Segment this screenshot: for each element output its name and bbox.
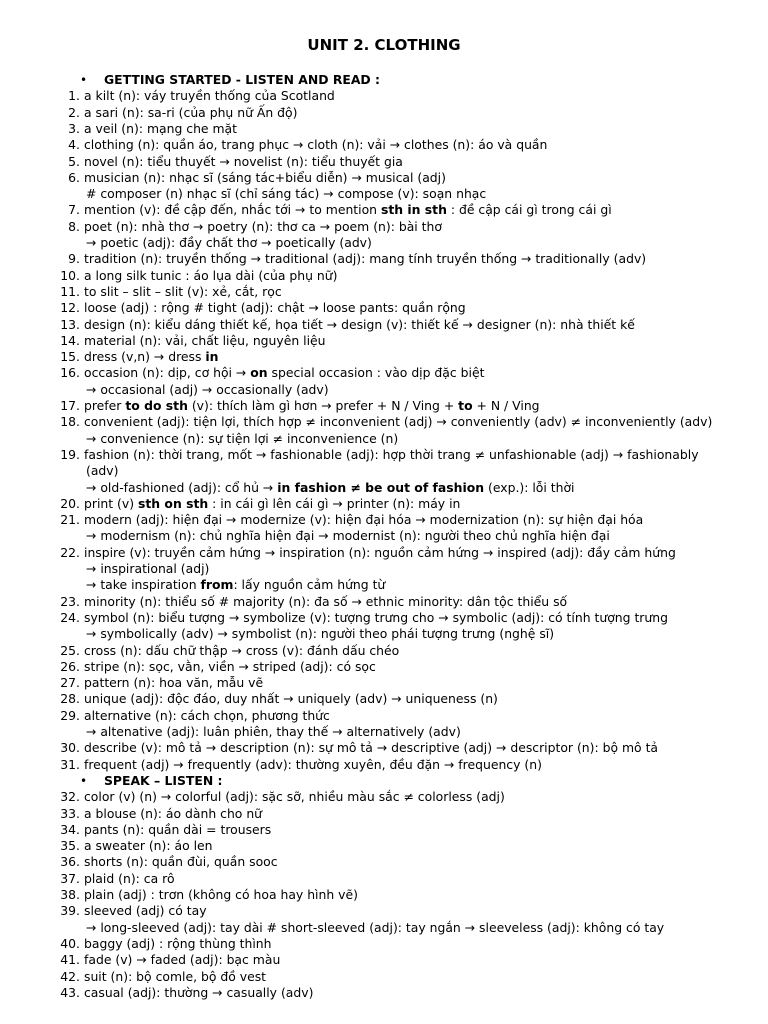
item-text: → poetic (adj): đầy chất thơ → poetically (adv) <box>86 235 372 250</box>
item-text: design (n): kiểu dáng thiết kế, họa tiết → design (v): thiết kế → designer (n): nhà thiết kế <box>84 316 635 332</box>
item-text: suit (n): bộ comle, bộ đồ vest <box>84 968 267 984</box>
item-number: 27. <box>60 675 80 691</box>
item-number: 36. <box>60 854 80 870</box>
item-text: pants (n): quần dài = trousers <box>84 821 272 837</box>
item-text: cross (n): dấu chữ thập → cross (v): đánh dấu chéo <box>84 642 400 658</box>
item-number: 39. <box>60 903 80 919</box>
item-number: 41. <box>60 952 80 968</box>
item-number: 10. <box>60 267 80 283</box>
item-text: a blouse (n): áo dành cho nữ <box>84 805 263 821</box>
item-number: 35. <box>60 838 80 854</box>
item-text: → altenative (adj): luân phiên, thay thế → alternatively (adv) <box>86 724 461 739</box>
item-text: describe (v): mô tả → description (n): sự mô tả → descriptive (adj) → descriptor (n): bộ mô tả <box>84 740 659 756</box>
item-number: 31. <box>60 756 80 772</box>
item-number: 11. <box>60 283 80 299</box>
item-text: → long-sleeved (adj): tay dài # short-sleeved (adj): tay ngắn → sleeveless (adj): không có tay <box>86 919 665 935</box>
item-text: inspire (v): truyền cảm hứng → inspiration (n): nguồn cảm hứng → inspired (adj): đầy cảm hứng <box>84 544 676 560</box>
item-number: 20. <box>60 495 80 511</box>
item-number: 14. <box>60 332 80 348</box>
item-number: 22. <box>60 544 80 560</box>
item-text: modern (adj): hiện đại → modernize (v): hiện đại hóa → modernization (n): sự hiện đại hóa <box>84 512 644 528</box>
item-text: a long silk tunic : áo lụa dài (của phụ nữ) <box>84 267 338 283</box>
item-number: 17. <box>60 398 80 413</box>
item-text: → convenience (n): sự tiện lợi ≠ inconvenience (n) <box>86 430 399 446</box>
item-text: → symbolically (adv) → symbolist (n): người theo phái tượng trưng (nghệ sĩ) <box>86 626 555 642</box>
page-title: UNIT 2. CLOTHING <box>307 36 461 54</box>
item-text: → occasional (adj) → occasionally (adv) <box>86 381 329 397</box>
bullet-icon: • <box>80 773 88 788</box>
item-text: prefer to do sth (v): thích làm gì hơn → prefer + N / Ving + to + N / Ving <box>84 398 540 413</box>
item-text: tradition (n): truyền thống → traditional (adj): mang tính truyền thống → traditionally (adv) <box>84 251 647 267</box>
item-text: a sari (n): sa-ri (của phụ nữ Ấn độ) <box>84 104 298 120</box>
item-text: # composer (n) nhạc sĩ (chỉ sáng tác) → compose (v): soạn nhạc <box>86 186 487 202</box>
item-text: to slit – slit – slit (v): xẻ, cắt, rọc <box>84 283 282 299</box>
item-text: sleeved (adj) có tay <box>84 903 207 919</box>
item-text: plain (adj) : trơn (không có hoa hay hình vẽ) <box>84 887 358 902</box>
item-text: casual (adj): thường → casually (adv) <box>84 984 314 1000</box>
item-number: 30. <box>60 740 80 756</box>
item-text: occasion (n): dịp, cơ hội → on special occasion : vào dịp đặc biệt <box>84 365 485 381</box>
item-number: 37. <box>60 870 80 886</box>
item-text: material (n): vải, chất liệu, nguyên liệu <box>84 332 326 348</box>
item-number: 28. <box>60 691 80 707</box>
item-text: fashion (n): thời trang, mốt → fashionable (adj): hợp thời trang ≠ unfashionable (adj) → fashionably <box>84 446 699 462</box>
item-text: a kilt (n): váy truyền thống của Scotland <box>84 88 335 104</box>
item-text: alternative (n): cách chọn, phương thức <box>84 707 330 723</box>
item-text: stripe (n): sọc, vằn, viền → striped (adj): có sọc <box>84 658 376 674</box>
item-number: 26. <box>60 658 80 674</box>
item-number: 1. <box>68 88 80 104</box>
item-number: 32. <box>60 789 80 805</box>
item-text: symbol (n): biểu tượng → symbolize (v): tượng trưng cho → symbolic (adj): có tính tượng trưng <box>84 609 668 625</box>
item-number: 43. <box>60 984 80 1000</box>
item-number: 24. <box>60 609 80 625</box>
item-number: 21. <box>60 512 80 528</box>
item-text: dress (v,n) → dress in <box>84 349 219 365</box>
item-number: 29. <box>60 707 80 723</box>
item-number: 33. <box>60 805 80 821</box>
item-number: 6. <box>68 169 80 185</box>
item-number: 7. <box>68 202 80 218</box>
item-number: 4. <box>68 137 80 153</box>
bullet-icon: • <box>80 73 88 87</box>
item-number: 8. <box>68 218 80 234</box>
item-number: 18. <box>60 414 80 430</box>
item-text: frequent (adj) → frequently (adv): thường xuyên, đều đặn → frequency (n) <box>84 756 542 772</box>
item-text: musician (n): nhạc sĩ (sáng tác+biểu diễn) → musical (adj) <box>84 169 446 185</box>
item-text: loose (adj) : rộng # tight (adj): chật → loose pants: quần rộng <box>84 300 466 316</box>
item-number: 25. <box>60 642 80 658</box>
item-number: 12. <box>60 300 80 316</box>
item-text: GETTING STARTED - LISTEN AND READ : <box>104 72 380 87</box>
item-text: clothing (n): quần áo, trang phục → cloth (n): vải → clothes (n): áo và quần <box>84 137 548 153</box>
item-number: 9. <box>68 251 80 267</box>
item-number: 13. <box>60 316 80 332</box>
item-text: minority (n): thiểu số # majority (n): đa số → ethnic minority: dân tộc thiểu số <box>84 593 568 609</box>
item-text: → take inspiration from: lấy nguồn cảm hứng từ <box>86 577 386 593</box>
item-text: plaid (n): ca rô <box>84 870 175 886</box>
item-number: 42. <box>60 968 80 984</box>
item-number: 2. <box>68 104 80 120</box>
item-text: → inspirational (adj) <box>86 561 210 576</box>
item-number: 3. <box>68 120 80 136</box>
item-text: unique (adj): độc đáo, duy nhất → uniquely (adv) → uniqueness (n) <box>84 691 498 707</box>
item-text: novel (n): tiểu thuyết → novelist (n): tiểu thuyết gia <box>84 153 403 169</box>
item-text: convenient (adj): tiện lợi, thích hợp ≠ inconvenient (adj) → conveniently (adv) ≠ inconveniently (adv) <box>84 414 713 430</box>
item-number: 16. <box>60 365 80 381</box>
item-number: 40. <box>60 935 80 951</box>
item-text: SPEAK – LISTEN : <box>104 772 223 788</box>
item-text: mention (v): đề cập đến, nhắc tới → to mention sth in sth : đề cập cái gì trong cái gì <box>84 202 612 218</box>
item-text: (adv) <box>86 463 119 479</box>
item-text: print (v) sth on sth : in cái gì lên cái gì → printer (n): máy in <box>84 495 461 511</box>
item-text: color (v) (n) → colorful (adj): sặc sỡ, nhiều màu sắc ≠ colorless (adj) <box>84 789 505 805</box>
item-number: 38. <box>60 887 80 902</box>
item-number: 15. <box>60 349 80 365</box>
item-text: a veil (n): mạng che mặt <box>84 120 238 136</box>
item-number: 19. <box>60 446 80 462</box>
item-text: → old-fashioned (adj): cổ hủ → in fashion ≠ be out of fashion (exp.): lỗi thời <box>86 479 575 495</box>
item-number: 23. <box>60 593 80 609</box>
item-text: pattern (n): hoa văn, mẫu vẽ <box>84 675 264 691</box>
item-text: → modernism (n): chủ nghĩa hiện đại → modernist (n): người theo chủ nghĩa hiện đại <box>86 528 610 544</box>
item-number: 34. <box>60 821 80 837</box>
item-number: 5. <box>68 153 80 169</box>
item-text: poet (n): nhà thơ → poetry (n): thơ ca → poem (n): bài thơ <box>84 218 442 234</box>
item-text: shorts (n): quần đùi, quần sooc <box>84 854 278 870</box>
item-text: a sweater (n): áo len <box>84 838 213 854</box>
item-text: baggy (adj) : rộng thùng thình <box>84 935 272 951</box>
item-text: fade (v) → faded (adj): bạc màu <box>84 952 281 968</box>
